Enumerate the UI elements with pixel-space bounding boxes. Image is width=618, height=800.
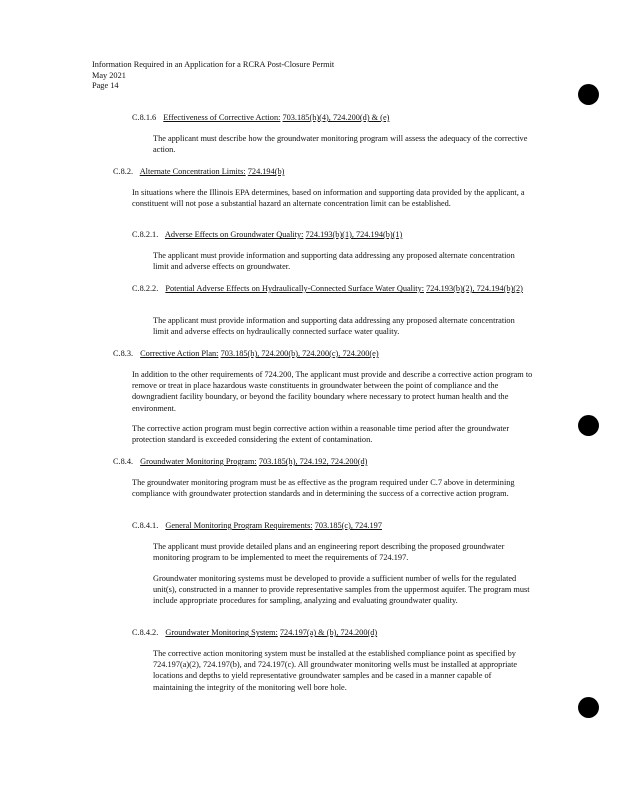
section-paragraph: The groundwater monitoring program must be as effective as the program required under C.7 above in determining compliance with groundwater protection standards and in determining the success of a corrective action program. [132, 478, 515, 499]
section-number: C.8.2. [113, 167, 134, 176]
header-title: Information Required in an Application for a RCRA Post-Closure Permit [92, 60, 335, 69]
section-number: C.8.1.6 [132, 113, 157, 122]
header-date: May 2021 [92, 70, 126, 80]
section-references: 703.185(h)(4), 724.200(d) & (e) [282, 113, 390, 122]
section-title: Adverse Effects on Groundwater Quality: [164, 230, 304, 239]
section-number: C.8.3. [113, 349, 134, 358]
section-paragraph: In situations where the Illinois EPA determines, based on information and supporting data provided by the applicant, a constituent will not pose a substantial hazard an alternate concentration limit can be established. [132, 188, 525, 209]
section-paragraph: The corrective action program must begin corrective action within a reasonable time period after the groundwater protection standard is exceeded considering the extent of contamination. [132, 424, 510, 445]
punch-hole-icon [578, 415, 599, 436]
section-heading [132, 283, 532, 294]
section-paragraph: The applicant must provide information and supporting data addressing any proposed alternate concentration limit and adverse effects on hydraulically connected surface water quality. [153, 316, 515, 337]
section-number: C.8.4.1. [132, 521, 159, 530]
section-title: Potential Adverse Effects on Hydraulically-Connected Surface Water Quality: [165, 284, 425, 293]
section-title: Corrective Action Plan: [140, 349, 219, 358]
section-number: C.8.4.2. [132, 628, 159, 637]
section-references: 724.194(b) [247, 167, 285, 176]
section-paragraph: The applicant must provide information and supporting data addressing any proposed alternate concentration limit and adverse effects on groundwater. [153, 251, 515, 272]
section-paragraph: The applicant must describe how the groundwater monitoring program will assess the adequacy of the corrective action. [153, 134, 528, 155]
section-heading [132, 627, 572, 638]
section-title: Effectiveness of Corrective Action: [163, 113, 281, 122]
section-title: Groundwater Monitoring Program: [140, 457, 257, 466]
section-heading [113, 456, 553, 467]
section-number: C.8.2.2. [132, 284, 159, 293]
section-paragraph: In addition to the other requirements of 724.200, The applicant must provide and describe a corrective action program to remove or treat in place hazardous waste constituents in groundwater between the point of compliance and the downgradient facility boundary, or beyond the facility boundary where necessary to protect human health and the environment. [132, 370, 533, 413]
section-heading [132, 229, 572, 240]
section-references: 703.185(h), 724.200(b), 724.200(c), 724.200(e) [220, 349, 379, 358]
section-number: C.8.2.1. [132, 230, 159, 239]
header-page-number: Page 14 [92, 81, 119, 90]
section-heading [113, 348, 553, 359]
section-references: 703.185(c), 724.197 [314, 521, 382, 530]
punch-hole-icon [578, 84, 599, 105]
section-paragraph: The corrective action monitoring system must be installed at the established compliance point as specified by 724.197(a)(2), 724.197(b), and 724.197(c). All groundwater monitoring wells must be installed at appropriate locations and depths to yield representative groundwater samples and be cased in a manner capable of maintaining the integrity of the monitoring well bore hole. [153, 649, 518, 692]
section-paragraph: Groundwater monitoring systems must be developed to provide a sufficient number of wells for the regulated unit(s), constructed in a manner to provide representative samples from the uppermost aquifer. The program must include appropriate procedures for sampling, analyzing and evaluating groundwater quality. [153, 574, 530, 606]
section-references: 724.193(b)(1), 724.194(b)(1) [305, 230, 403, 239]
section-heading [132, 520, 572, 531]
section-heading [113, 166, 553, 177]
section-paragraph: The applicant must provide detailed plans and an engineering report describing the proposed groundwater monitoring program to be implemented to meet the requirements of 724.197. [153, 542, 505, 563]
section-number: C.8.4. [113, 457, 134, 466]
section-title: Groundwater Monitoring System: [165, 628, 278, 637]
section-title: General Monitoring Program Requirements: [165, 521, 313, 530]
section-references: 703.185(h), 724.192, 724.200(d) [258, 457, 368, 466]
section-title: Alternate Concentration Limits: [139, 167, 246, 176]
section-heading [132, 112, 572, 123]
section-references: 724.193(b)(2), 724.194(b)(2) [426, 284, 523, 293]
punch-hole-icon [578, 697, 599, 718]
section-references: 724.197(a) & (b), 724.200(d) [279, 628, 378, 637]
page-header [92, 59, 412, 91]
